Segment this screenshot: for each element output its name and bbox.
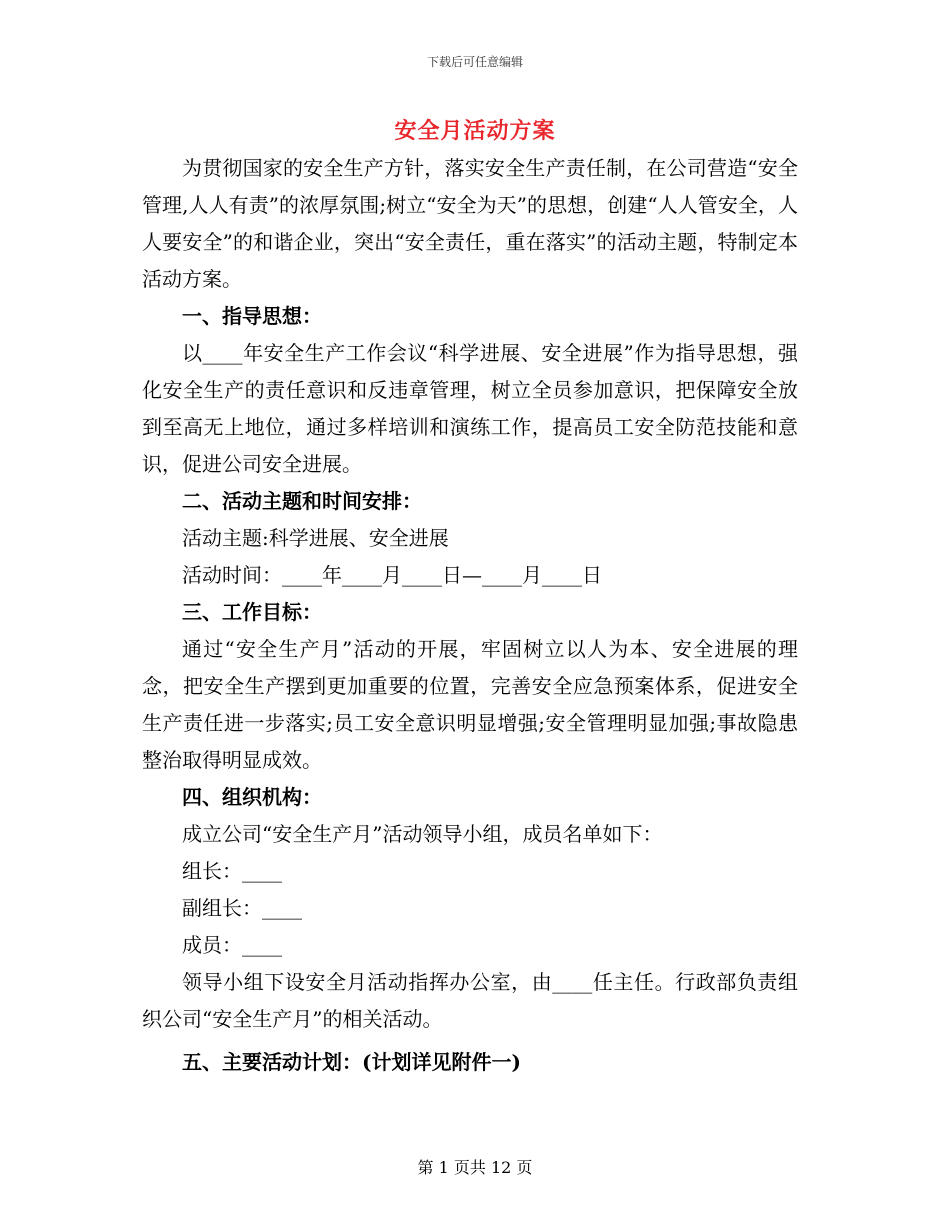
team-members: 成员：____: [182, 933, 282, 957]
document-body: [142, 150, 798, 1081]
team-deputy: 副组长：____: [182, 896, 302, 920]
section-3-heading: 三、工作目标：: [182, 600, 322, 624]
page-footer: 第 1 页共 12 页: [417, 1158, 533, 1177]
document-title: 安全月活动方案: [394, 118, 556, 144]
intro-paragraph: 为贯彻国家的安全生产方针，落实安全生产责任制，在公司营造“安全管理,人人有责”的浓厚氛围;树立“安全为天”的思想，创建“人人管安全，人人要安全”的和谐企业，突出“安全责任，重在落实”的活动主题，特制定本活动方案。: [142, 156, 798, 291]
section-5-heading: 五、主要活动计划：(计划详见附件一): [182, 1050, 521, 1074]
section-4-intro: 成立公司“安全生产月”活动领导小组，成员名单如下：: [182, 822, 663, 846]
section-2-heading: 二、活动主题和时间安排：: [182, 489, 422, 513]
team-leader: 组长：____: [182, 859, 282, 883]
section-4-office: 领导小组下设安全月活动指挥办公室，由____任主任。行政部负责组织公司“安全生产月”的相关活动。: [142, 970, 798, 1031]
section-4-heading: 四、组织机构：: [182, 785, 322, 809]
activity-time: 活动时间：____年____月____日—____月____日: [182, 563, 602, 587]
section-1-text: 以____年安全生产工作会议“科学进展、安全进展”作为指导思想，强化安全生产的责任意识和反违章管理，树立全员参加意识，把保障安全放到至高无上地位，通过多样培训和演练工作，提高员工安全防范技能和意识，促进公司安全进展。: [142, 341, 798, 476]
section-3-text: 通过“安全生产月”活动的开展，牢固树立以人为本、安全进展的理念，把安全生产摆到更加重要的位置，完善安全应急预案体系，促进安全生产责任进一步落实;员工安全意识明显增强;安全管理明显加强;事故隐患整治取得明显成效。: [142, 637, 798, 772]
activity-theme: 活动主题:科学进展、安全进展: [182, 526, 449, 550]
section-1-heading: 一、指导思想：: [182, 304, 322, 328]
header-note: 下载后可任意编辑: [426, 55, 523, 69]
